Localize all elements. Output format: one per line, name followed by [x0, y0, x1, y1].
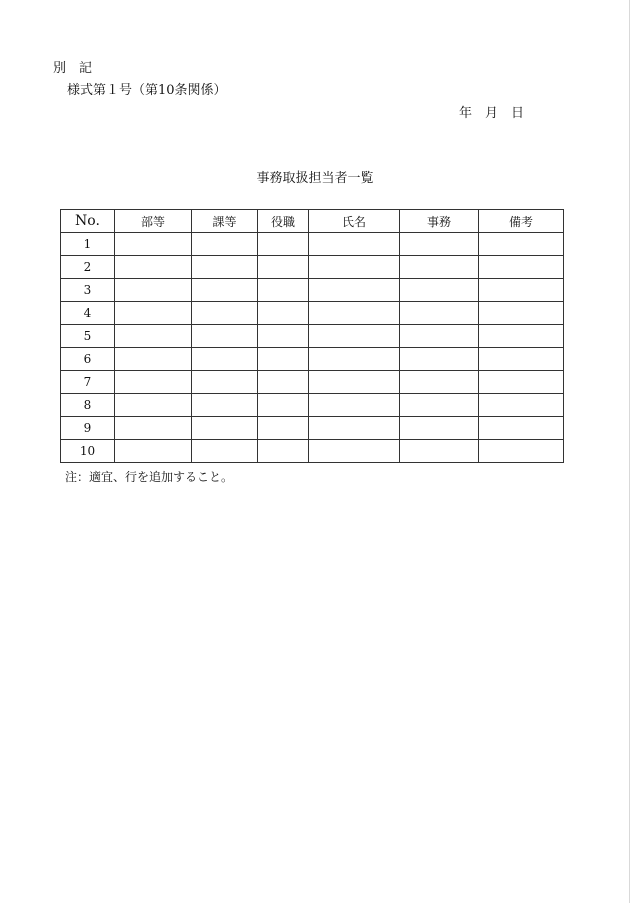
cell-duties[interactable] [400, 302, 479, 325]
cell-remarks[interactable] [479, 279, 564, 302]
cell-department[interactable] [115, 394, 192, 417]
cell-duties[interactable] [400, 348, 479, 371]
cell-position[interactable] [258, 394, 309, 417]
row-number: 3 [61, 279, 115, 302]
cell-section[interactable] [192, 440, 258, 463]
cell-name[interactable] [309, 348, 400, 371]
cell-name[interactable] [309, 325, 400, 348]
column-header-duties: 事務 [400, 210, 479, 233]
cell-duties[interactable] [400, 417, 479, 440]
table-row [61, 256, 564, 279]
table-row [61, 394, 564, 417]
row-number: 9 [61, 417, 115, 440]
cell-position[interactable] [258, 233, 309, 256]
table-row [61, 371, 564, 394]
cell-remarks[interactable] [479, 417, 564, 440]
cell-department[interactable] [115, 417, 192, 440]
column-header-remarks: 備考 [479, 210, 564, 233]
row-number: 8 [61, 394, 115, 417]
cell-department[interactable] [115, 440, 192, 463]
cell-name[interactable] [309, 302, 400, 325]
cell-department[interactable] [115, 348, 192, 371]
cell-remarks[interactable] [479, 394, 564, 417]
cell-remarks[interactable] [479, 440, 564, 463]
cell-section[interactable] [192, 371, 258, 394]
footnote: 注：適宜、行を追加すること。 [65, 470, 234, 484]
cell-department[interactable] [115, 371, 192, 394]
cell-name[interactable] [309, 394, 400, 417]
cell-remarks[interactable] [479, 256, 564, 279]
form-reference: 様式第１号（第10条関係） [67, 83, 227, 98]
cell-duties[interactable] [400, 233, 479, 256]
cell-section[interactable] [192, 325, 258, 348]
cell-department[interactable] [115, 302, 192, 325]
column-header-name: 氏名 [309, 210, 400, 233]
cell-name[interactable] [309, 417, 400, 440]
cell-remarks[interactable] [479, 325, 564, 348]
cell-department[interactable] [115, 279, 192, 302]
cell-duties[interactable] [400, 394, 479, 417]
cell-section[interactable] [192, 233, 258, 256]
cell-section[interactable] [192, 348, 258, 371]
cell-name[interactable] [309, 440, 400, 463]
cell-position[interactable] [258, 371, 309, 394]
table-row [61, 417, 564, 440]
cell-position[interactable] [258, 325, 309, 348]
row-number: 10 [61, 440, 115, 463]
row-number: 6 [61, 348, 115, 371]
cell-position[interactable] [258, 302, 309, 325]
cell-duties[interactable] [400, 279, 479, 302]
cell-section[interactable] [192, 417, 258, 440]
cell-section[interactable] [192, 256, 258, 279]
cell-name[interactable] [309, 371, 400, 394]
cell-remarks[interactable] [479, 371, 564, 394]
cell-duties[interactable] [400, 371, 479, 394]
cell-position[interactable] [258, 417, 309, 440]
cell-name[interactable] [309, 256, 400, 279]
cell-position[interactable] [258, 279, 309, 302]
cell-section[interactable] [192, 279, 258, 302]
cell-department[interactable] [115, 233, 192, 256]
cell-name[interactable] [309, 233, 400, 256]
column-header-position: 役職 [258, 210, 309, 233]
row-number: 1 [61, 233, 115, 256]
column-header-section: 課等 [192, 210, 258, 233]
table-row [61, 279, 564, 302]
cell-section[interactable] [192, 394, 258, 417]
table-row [61, 302, 564, 325]
date-line: 年 月 日 [459, 106, 525, 121]
cell-position[interactable] [258, 440, 309, 463]
cell-name[interactable] [309, 279, 400, 302]
cell-section[interactable] [192, 302, 258, 325]
row-number: 4 [61, 302, 115, 325]
staff-table [60, 209, 564, 463]
cell-duties[interactable] [400, 325, 479, 348]
table-row [61, 233, 564, 256]
table-row [61, 348, 564, 371]
cell-remarks[interactable] [479, 348, 564, 371]
row-number: 5 [61, 325, 115, 348]
appendix-label: 別 記 [53, 61, 93, 76]
column-header-department: 部等 [115, 210, 192, 233]
cell-remarks[interactable] [479, 302, 564, 325]
cell-duties[interactable] [400, 256, 479, 279]
row-number: 7 [61, 371, 115, 394]
table-row [61, 440, 564, 463]
cell-duties[interactable] [400, 440, 479, 463]
table-header-row [61, 210, 564, 233]
table-row [61, 325, 564, 348]
cell-department[interactable] [115, 325, 192, 348]
column-header-no: No. [61, 210, 115, 233]
cell-position[interactable] [258, 348, 309, 371]
row-number: 2 [61, 256, 115, 279]
cell-position[interactable] [258, 256, 309, 279]
document-title: 事務取扱担当者一覧 [256, 171, 374, 186]
cell-remarks[interactable] [479, 233, 564, 256]
cell-department[interactable] [115, 256, 192, 279]
